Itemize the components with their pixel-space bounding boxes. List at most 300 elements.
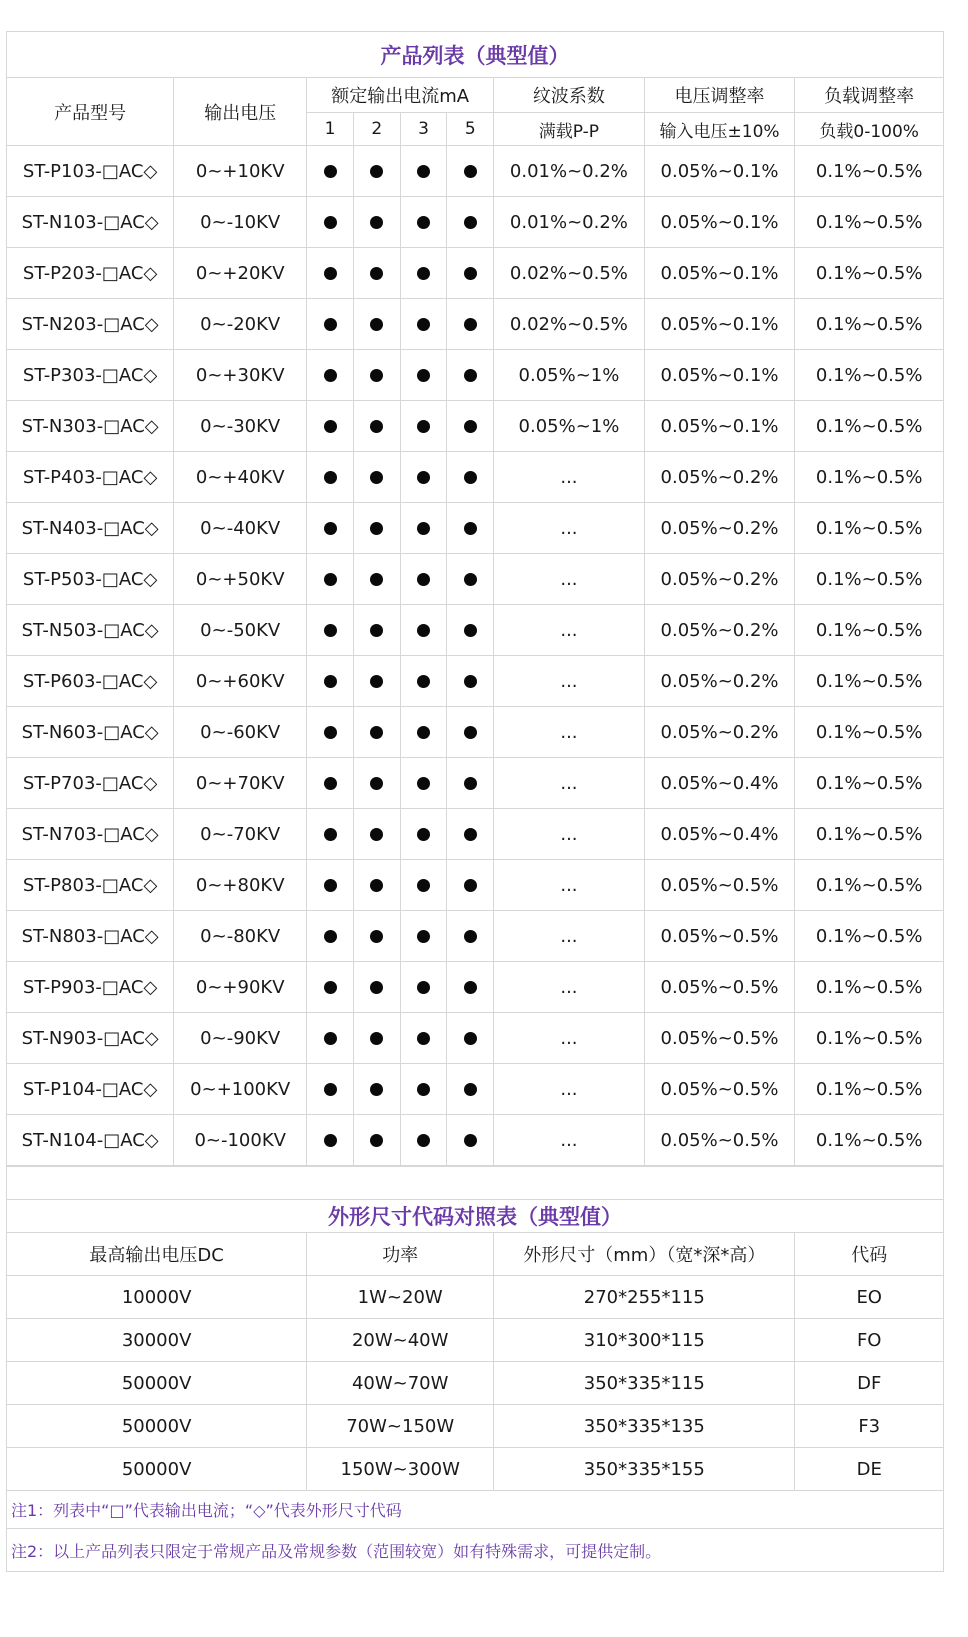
table-row: [7, 758, 944, 809]
current-availability-cell: [307, 401, 354, 452]
max-voltage-cell: 50000V: [7, 1448, 307, 1491]
current-availability-cell: [447, 197, 494, 248]
load-regulation-cell: 0.1%~0.5%: [795, 452, 944, 503]
load-regulation-cell: 0.1%~0.5%: [795, 299, 944, 350]
line-regulation-cell: 0.05%~0.1%: [644, 401, 795, 452]
ripple-cell: 0.02%~0.5%: [494, 248, 645, 299]
availability-dot-icon: [417, 981, 430, 994]
load-regulation-cell: 0.1%~0.5%: [795, 554, 944, 605]
availability-dot-icon: [324, 369, 337, 382]
availability-dot-icon: [370, 471, 383, 484]
max-voltage-cell: 30000V: [7, 1319, 307, 1362]
header-current-2: 2: [353, 113, 400, 146]
current-availability-cell: [400, 911, 447, 962]
availability-dot-icon: [370, 1032, 383, 1045]
line-regulation-cell: 0.05%~0.2%: [644, 656, 795, 707]
current-availability-cell: [307, 1013, 354, 1064]
availability-dot-icon: [324, 675, 337, 688]
current-availability-cell: [353, 146, 400, 197]
voltage-cell: 0~-40KV: [174, 503, 307, 554]
ripple-cell: ...: [494, 809, 645, 860]
line-regulation-cell: 0.05%~0.2%: [644, 503, 795, 554]
current-availability-cell: [400, 299, 447, 350]
load-regulation-cell: 0.1%~0.5%: [795, 656, 944, 707]
line-regulation-cell: 0.05%~0.5%: [644, 1115, 795, 1166]
current-availability-cell: [307, 503, 354, 554]
line-regulation-cell: 0.05%~0.1%: [644, 146, 795, 197]
current-availability-cell: [307, 350, 354, 401]
availability-dot-icon: [417, 369, 430, 382]
dimensions-cell: 350*335*115: [494, 1362, 795, 1405]
current-availability-cell: [447, 1064, 494, 1115]
current-availability-cell: [447, 860, 494, 911]
availability-dot-icon: [324, 1083, 337, 1096]
availability-dot-icon: [464, 573, 477, 586]
availability-dot-icon: [464, 777, 477, 790]
availability-dot-icon: [324, 1134, 337, 1147]
header-current: 额定输出电流mA: [307, 78, 494, 113]
model-cell: ST-P603-□AC◇: [7, 656, 174, 707]
current-availability-cell: [447, 146, 494, 197]
load-regulation-cell: 0.1%~0.5%: [795, 1115, 944, 1166]
current-availability-cell: [447, 350, 494, 401]
table-row: [7, 1115, 944, 1166]
line-regulation-cell: 0.05%~0.4%: [644, 758, 795, 809]
voltage-cell: 0~+10KV: [174, 146, 307, 197]
table-row: [7, 299, 944, 350]
voltage-cell: 0~+80KV: [174, 860, 307, 911]
current-availability-cell: [353, 605, 400, 656]
ripple-cell: ...: [494, 503, 645, 554]
header-load-regulation-sub: 负载0-100%: [795, 113, 944, 146]
current-availability-cell: [353, 554, 400, 605]
current-availability-cell: [307, 911, 354, 962]
current-availability-cell: [307, 554, 354, 605]
table-row: [7, 1064, 944, 1115]
availability-dot-icon: [324, 1032, 337, 1045]
availability-dot-icon: [464, 981, 477, 994]
current-availability-cell: [400, 809, 447, 860]
current-availability-cell: [353, 452, 400, 503]
availability-dot-icon: [417, 165, 430, 178]
availability-dot-icon: [464, 216, 477, 229]
max-voltage-cell: 10000V: [7, 1276, 307, 1319]
current-availability-cell: [400, 656, 447, 707]
power-cell: 70W~150W: [307, 1405, 494, 1448]
availability-dot-icon: [464, 420, 477, 433]
model-cell: ST-N403-□AC◇: [7, 503, 174, 554]
current-availability-cell: [400, 452, 447, 503]
current-availability-cell: [353, 503, 400, 554]
header-line-regulation-sub: 输入电压±10%: [644, 113, 795, 146]
table-row: [7, 860, 944, 911]
max-voltage-cell: 50000V: [7, 1405, 307, 1448]
ripple-cell: 0.05%~1%: [494, 350, 645, 401]
header-load-regulation: 负载调整率: [795, 78, 944, 113]
voltage-cell: 0~+70KV: [174, 758, 307, 809]
model-cell: ST-P503-□AC◇: [7, 554, 174, 605]
current-availability-cell: [307, 146, 354, 197]
load-regulation-cell: 0.1%~0.5%: [795, 1064, 944, 1115]
current-availability-cell: [400, 605, 447, 656]
current-availability-cell: [447, 1115, 494, 1166]
current-availability-cell: [400, 248, 447, 299]
current-availability-cell: [353, 860, 400, 911]
voltage-cell: 0~+40KV: [174, 452, 307, 503]
model-cell: ST-P903-□AC◇: [7, 962, 174, 1013]
availability-dot-icon: [464, 1083, 477, 1096]
header-model: 产品型号: [7, 78, 174, 146]
availability-dot-icon: [417, 879, 430, 892]
header-current-3: 3: [400, 113, 447, 146]
code-cell: FO: [795, 1319, 944, 1362]
current-availability-cell: [447, 401, 494, 452]
availability-dot-icon: [464, 318, 477, 331]
ripple-cell: ...: [494, 1064, 645, 1115]
line-regulation-cell: 0.05%~0.1%: [644, 350, 795, 401]
voltage-cell: 0~-60KV: [174, 707, 307, 758]
current-availability-cell: [447, 656, 494, 707]
model-cell: ST-N203-□AC◇: [7, 299, 174, 350]
voltage-cell: 0~-20KV: [174, 299, 307, 350]
current-availability-cell: [447, 962, 494, 1013]
availability-dot-icon: [370, 1083, 383, 1096]
line-regulation-cell: 0.05%~0.4%: [644, 809, 795, 860]
voltage-cell: 0~+100KV: [174, 1064, 307, 1115]
line-regulation-cell: 0.05%~0.5%: [644, 860, 795, 911]
current-availability-cell: [447, 554, 494, 605]
availability-dot-icon: [417, 1083, 430, 1096]
model-cell: ST-P103-□AC◇: [7, 146, 174, 197]
availability-dot-icon: [370, 522, 383, 535]
ripple-cell: 0.01%~0.2%: [494, 146, 645, 197]
table-row: [7, 1276, 944, 1319]
voltage-cell: 0~+90KV: [174, 962, 307, 1013]
model-cell: ST-P803-□AC◇: [7, 860, 174, 911]
load-regulation-cell: 0.1%~0.5%: [795, 503, 944, 554]
dimensions-cell: 350*335*155: [494, 1448, 795, 1491]
model-cell: ST-N303-□AC◇: [7, 401, 174, 452]
ripple-cell: ...: [494, 554, 645, 605]
load-regulation-cell: 0.1%~0.5%: [795, 248, 944, 299]
availability-dot-icon: [370, 675, 383, 688]
current-availability-cell: [400, 503, 447, 554]
product-table: [6, 31, 944, 1166]
current-availability-cell: [353, 911, 400, 962]
current-availability-cell: [400, 860, 447, 911]
voltage-cell: 0~+30KV: [174, 350, 307, 401]
line-regulation-cell: 0.05%~0.1%: [644, 299, 795, 350]
ripple-cell: ...: [494, 452, 645, 503]
availability-dot-icon: [324, 828, 337, 841]
current-availability-cell: [307, 758, 354, 809]
ripple-cell: ...: [494, 962, 645, 1013]
table-row: [7, 656, 944, 707]
current-availability-cell: [447, 605, 494, 656]
table-row: [7, 911, 944, 962]
current-availability-cell: [307, 248, 354, 299]
current-availability-cell: [400, 1115, 447, 1166]
current-availability-cell: [353, 350, 400, 401]
availability-dot-icon: [464, 522, 477, 535]
line-regulation-cell: 0.05%~0.2%: [644, 452, 795, 503]
header-voltage: 输出电压: [174, 78, 307, 146]
current-availability-cell: [400, 554, 447, 605]
availability-dot-icon: [464, 1134, 477, 1147]
model-cell: ST-P403-□AC◇: [7, 452, 174, 503]
current-availability-cell: [353, 401, 400, 452]
availability-dot-icon: [324, 471, 337, 484]
ripple-cell: ...: [494, 758, 645, 809]
table-row: [7, 554, 944, 605]
current-availability-cell: [400, 197, 447, 248]
availability-dot-icon: [464, 471, 477, 484]
availability-dot-icon: [370, 1134, 383, 1147]
availability-dot-icon: [370, 930, 383, 943]
table-row: [7, 1013, 944, 1064]
ripple-cell: ...: [494, 656, 645, 707]
code-cell: F3: [795, 1405, 944, 1448]
table-row: [7, 1362, 944, 1405]
availability-dot-icon: [464, 624, 477, 637]
voltage-cell: 0~+20KV: [174, 248, 307, 299]
line-regulation-cell: 0.05%~0.2%: [644, 707, 795, 758]
header-line-regulation: 电压调整率: [644, 78, 795, 113]
availability-dot-icon: [464, 165, 477, 178]
availability-dot-icon: [464, 879, 477, 892]
header-current-5: 5: [447, 113, 494, 146]
current-availability-cell: [353, 197, 400, 248]
load-regulation-cell: 0.1%~0.5%: [795, 197, 944, 248]
power-cell: 20W~40W: [307, 1319, 494, 1362]
availability-dot-icon: [324, 165, 337, 178]
model-cell: ST-P104-□AC◇: [7, 1064, 174, 1115]
availability-dot-icon: [370, 318, 383, 331]
availability-dot-icon: [417, 624, 430, 637]
line-regulation-cell: 0.05%~0.1%: [644, 248, 795, 299]
model-cell: ST-N503-□AC◇: [7, 605, 174, 656]
availability-dot-icon: [370, 267, 383, 280]
table-row: [7, 248, 944, 299]
voltage-cell: 0~-90KV: [174, 1013, 307, 1064]
table-row: [7, 1405, 944, 1448]
availability-dot-icon: [370, 216, 383, 229]
availability-dot-icon: [417, 522, 430, 535]
table-row: [7, 197, 944, 248]
current-availability-cell: [400, 401, 447, 452]
load-regulation-cell: 0.1%~0.5%: [795, 1013, 944, 1064]
voltage-cell: 0~-80KV: [174, 911, 307, 962]
availability-dot-icon: [417, 777, 430, 790]
current-availability-cell: [307, 605, 354, 656]
note-2: 注2：以上产品列表只限定于常规产品及常规参数（范围较宽）如有特殊需求，可提供定制。: [7, 1529, 944, 1572]
current-availability-cell: [447, 758, 494, 809]
dimensions-cell: 310*300*115: [494, 1319, 795, 1362]
availability-dot-icon: [370, 726, 383, 739]
current-availability-cell: [400, 758, 447, 809]
current-availability-cell: [307, 1115, 354, 1166]
current-availability-cell: [307, 299, 354, 350]
current-availability-cell: [307, 962, 354, 1013]
availability-dot-icon: [324, 318, 337, 331]
code-cell: EO: [795, 1276, 944, 1319]
current-availability-cell: [447, 452, 494, 503]
model-cell: ST-P703-□AC◇: [7, 758, 174, 809]
product-table-title: 产品列表（典型值）: [7, 32, 944, 78]
load-regulation-cell: 0.1%~0.5%: [795, 911, 944, 962]
current-availability-cell: [400, 962, 447, 1013]
model-cell: ST-N603-□AC◇: [7, 707, 174, 758]
ripple-cell: ...: [494, 605, 645, 656]
load-regulation-cell: 0.1%~0.5%: [795, 350, 944, 401]
ripple-cell: ...: [494, 911, 645, 962]
current-availability-cell: [400, 146, 447, 197]
load-regulation-cell: 0.1%~0.5%: [795, 605, 944, 656]
availability-dot-icon: [417, 675, 430, 688]
code-cell: DE: [795, 1448, 944, 1491]
voltage-cell: 0~+60KV: [174, 656, 307, 707]
current-availability-cell: [400, 1064, 447, 1115]
availability-dot-icon: [324, 879, 337, 892]
header-power: 功率: [307, 1233, 494, 1276]
availability-dot-icon: [417, 216, 430, 229]
ripple-cell: ...: [494, 1013, 645, 1064]
table-row: [7, 707, 944, 758]
availability-dot-icon: [370, 879, 383, 892]
availability-dot-icon: [324, 216, 337, 229]
current-availability-cell: [400, 1013, 447, 1064]
line-regulation-cell: 0.05%~0.1%: [644, 197, 795, 248]
current-availability-cell: [307, 860, 354, 911]
availability-dot-icon: [464, 726, 477, 739]
line-regulation-cell: 0.05%~0.5%: [644, 962, 795, 1013]
current-availability-cell: [307, 1064, 354, 1115]
power-cell: 150W~300W: [307, 1448, 494, 1491]
dimensions-cell: 350*335*135: [494, 1405, 795, 1448]
current-availability-cell: [353, 248, 400, 299]
voltage-cell: 0~-70KV: [174, 809, 307, 860]
current-availability-cell: [447, 809, 494, 860]
current-availability-cell: [307, 452, 354, 503]
header-ripple-sub: 满载P-P: [494, 113, 645, 146]
availability-dot-icon: [324, 624, 337, 637]
availability-dot-icon: [417, 726, 430, 739]
header-dimensions: 外形尺寸（mm）（宽*深*高）: [494, 1233, 795, 1276]
header-current-1: 1: [307, 113, 354, 146]
dimensions-cell: 270*255*115: [494, 1276, 795, 1319]
current-availability-cell: [353, 758, 400, 809]
availability-dot-icon: [370, 369, 383, 382]
model-cell: ST-N703-□AC◇: [7, 809, 174, 860]
model-cell: ST-P303-□AC◇: [7, 350, 174, 401]
table-row: [7, 350, 944, 401]
load-regulation-cell: 0.1%~0.5%: [795, 707, 944, 758]
max-voltage-cell: 50000V: [7, 1362, 307, 1405]
availability-dot-icon: [324, 930, 337, 943]
current-availability-cell: [353, 707, 400, 758]
ripple-cell: 0.05%~1%: [494, 401, 645, 452]
load-regulation-cell: 0.1%~0.5%: [795, 860, 944, 911]
availability-dot-icon: [464, 369, 477, 382]
current-availability-cell: [447, 1013, 494, 1064]
note-1: 注1：列表中“□”代表输出电流；“◇”代表外形尺寸代码: [7, 1491, 944, 1529]
availability-dot-icon: [417, 930, 430, 943]
size-table-title: 外形尺寸代码对照表（典型值）: [7, 1200, 944, 1233]
current-availability-cell: [447, 707, 494, 758]
table-row: [7, 605, 944, 656]
voltage-cell: 0~-10KV: [174, 197, 307, 248]
header-max-voltage: 最高输出电压DC: [7, 1233, 307, 1276]
current-availability-cell: [447, 248, 494, 299]
availability-dot-icon: [417, 828, 430, 841]
availability-dot-icon: [370, 777, 383, 790]
availability-dot-icon: [464, 930, 477, 943]
availability-dot-icon: [324, 420, 337, 433]
load-regulation-cell: 0.1%~0.5%: [795, 962, 944, 1013]
header-code: 代码: [795, 1233, 944, 1276]
current-availability-cell: [307, 707, 354, 758]
model-cell: ST-P203-□AC◇: [7, 248, 174, 299]
availability-dot-icon: [324, 573, 337, 586]
ripple-cell: 0.02%~0.5%: [494, 299, 645, 350]
availability-dot-icon: [417, 1134, 430, 1147]
availability-dot-icon: [464, 675, 477, 688]
current-availability-cell: [353, 962, 400, 1013]
load-regulation-cell: 0.1%~0.5%: [795, 401, 944, 452]
model-cell: ST-N104-□AC◇: [7, 1115, 174, 1166]
code-cell: DF: [795, 1362, 944, 1405]
current-availability-cell: [307, 809, 354, 860]
current-availability-cell: [353, 809, 400, 860]
current-availability-cell: [353, 1064, 400, 1115]
current-availability-cell: [447, 299, 494, 350]
table-row: [7, 452, 944, 503]
table-row: [7, 962, 944, 1013]
availability-dot-icon: [370, 165, 383, 178]
availability-dot-icon: [417, 1032, 430, 1045]
table-row: [7, 1448, 944, 1491]
ripple-cell: ...: [494, 707, 645, 758]
line-regulation-cell: 0.05%~0.5%: [644, 1013, 795, 1064]
table-row: [7, 401, 944, 452]
voltage-cell: 0~+50KV: [174, 554, 307, 605]
availability-dot-icon: [324, 726, 337, 739]
current-availability-cell: [447, 911, 494, 962]
availability-dot-icon: [464, 1032, 477, 1045]
availability-dot-icon: [324, 267, 337, 280]
line-regulation-cell: 0.05%~0.2%: [644, 605, 795, 656]
ripple-cell: 0.01%~0.2%: [494, 197, 645, 248]
availability-dot-icon: [417, 318, 430, 331]
header-ripple: 纹波系数: [494, 78, 645, 113]
availability-dot-icon: [324, 522, 337, 535]
availability-dot-icon: [417, 420, 430, 433]
voltage-cell: 0~-30KV: [174, 401, 307, 452]
size-table: [6, 1166, 944, 1572]
load-regulation-cell: 0.1%~0.5%: [795, 758, 944, 809]
model-cell: ST-N803-□AC◇: [7, 911, 174, 962]
availability-dot-icon: [370, 573, 383, 586]
load-regulation-cell: 0.1%~0.5%: [795, 809, 944, 860]
availability-dot-icon: [370, 981, 383, 994]
load-regulation-cell: 0.1%~0.5%: [795, 146, 944, 197]
voltage-cell: 0~-50KV: [174, 605, 307, 656]
table-row: [7, 503, 944, 554]
voltage-cell: 0~-100KV: [174, 1115, 307, 1166]
table-row: [7, 146, 944, 197]
availability-dot-icon: [324, 777, 337, 790]
power-cell: 1W~20W: [307, 1276, 494, 1319]
